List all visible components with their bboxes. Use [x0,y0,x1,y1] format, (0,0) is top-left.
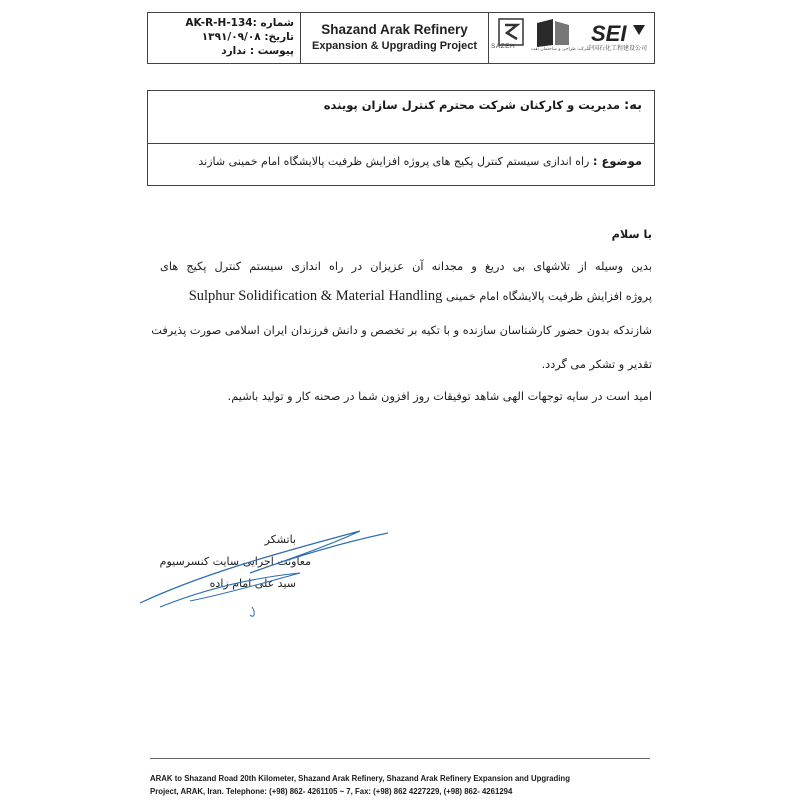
reference-block [148,13,300,63]
package-name: Sulphur Solidification & Material Handling [188,288,443,304]
body-line-1: بدین وسیله از تلاشهای بی دریغ و مجدانه آن عزیزان در راه اندازی سیستم کنترل پکیج های [160,260,652,273]
sazeh-mark-icon [533,17,573,59]
handwritten-signature [120,515,420,625]
company-logos [489,13,654,63]
sazeh-logo-caption: شرکت طراحی و ساختمان نفت [531,47,591,52]
reference-number: شماره :AK-R-H-134 [185,17,294,29]
footer-rule [150,758,650,759]
letterhead [147,12,655,64]
sei-logo-icon [589,19,649,59]
body-line-4: تقدیر و تشکر می گردد. [541,358,652,371]
project-title-line2: Expansion & Upgrading Project [311,40,478,52]
body-paragraph-2: امید است در سایه توجهات الهی شاهد توفیقات روز افزون شما در صحنه کار و تولید باشیم. [227,390,652,403]
body-line-3: شازندکه بدون حضور کارشناسان سازنده و با تکیه بر تخصص و دانش فرزندان ایران اسلامی صورت پذیرفت [151,324,652,337]
body-line-2-text: پروژه افزایش ظرفیت پالایشگاه امام خمینی [446,290,652,303]
signer-position: معاونت اجرایی سایت کنسرسیوم [159,555,311,568]
sei-logo-caption: 中国石化工程建设公司 [587,45,648,52]
subject-text: راه اندازی سیستم کنترل پکیج های پروژه افزایش ظرفیت پالایشگاه امام خمینی شازند [198,155,590,168]
footer-address-line2: Project, ARAK, Iran. Telephone: (+98) 862- 4261105 ~ 7, Fax: (+98) 862 4227229, (+98) 862- 4261294 [150,787,513,796]
addressee-box [147,90,655,186]
reference-date: تاریخ: ۱۳۹۱/۰۹/۰۸ [201,31,294,43]
reference-attachment: پیوست : ندارد [221,45,294,57]
footer-address-line1: ARAK to Shazand Road 20th Kilometer, Shazand Arak Refinery, Shazand Arak Refinery Expansion and Upgrading [150,774,570,783]
addressee-text: مدیریت و کارکنان شرکت محترم کنترل سازان پوینده [323,98,621,112]
sazeh-logo-icon [495,17,531,59]
project-title [301,13,488,63]
greeting: با سلام [611,228,652,241]
addressee-line [324,98,642,113]
closing-text: باتشکر [264,533,296,546]
addressee-label: به: [624,98,642,113]
project-title-line1: Shazand Arak Refinery [321,22,468,37]
signer-name: سید علی امام زاده [209,577,296,590]
subject-line [198,154,642,168]
sei-logo-text: SEI [591,21,627,46]
subject-label: موضوع : [592,154,642,168]
body-line-2 [189,288,652,305]
box-divider [148,143,654,144]
sazeh-logo-text: SAZEH [491,43,516,50]
